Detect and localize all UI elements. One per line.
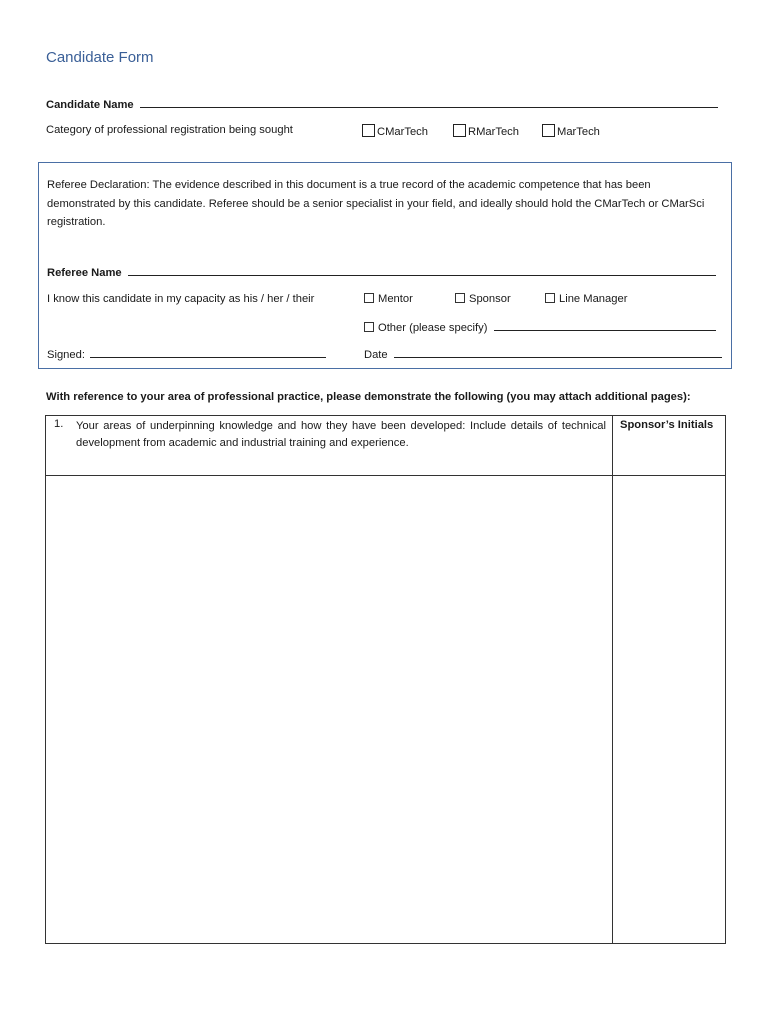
candidate-name-row	[46, 97, 718, 111]
sponsor-initials-cell[interactable]	[613, 476, 725, 943]
capacity-option-sponsor[interactable]: Sponsor	[455, 293, 511, 305]
category-option-martech[interactable]: MarTech	[542, 124, 600, 138]
referee-name-row	[47, 265, 716, 279]
referee-name-label: Referee Name	[47, 267, 122, 279]
checkbox[interactable]	[455, 293, 465, 303]
question-number: 1.	[54, 418, 64, 430]
answer-area[interactable]	[46, 476, 611, 943]
date-field[interactable]	[394, 347, 722, 358]
practice-table	[45, 415, 726, 944]
page-title: Candidate Form	[46, 49, 154, 66]
signed-row	[47, 347, 326, 361]
referee-declaration-text: Referee Declaration: The evidence described in this document is a true record of the academic competence that has been demonstrated by this candidate. Referee should be a senior specialist in your field, and ideally should hold the CMarTech or CMarSci registration.	[47, 179, 705, 228]
checkbox[interactable]	[542, 124, 555, 137]
signed-label: Signed:	[47, 349, 85, 361]
question-text: Your areas of underpinning knowledge and how they have been developed: Include details of technical development from academic and industrial training and experience.	[76, 420, 606, 449]
capacity-option-mentor[interactable]: Mentor	[364, 293, 413, 305]
category-option-rmartech[interactable]: RMarTech	[453, 124, 519, 138]
candidate-name-field[interactable]	[140, 97, 718, 108]
capacity-option-other[interactable]: Other (please specify)	[364, 320, 716, 334]
category-option-cmartech[interactable]: CMarTech	[362, 124, 428, 138]
signature-field[interactable]	[90, 347, 326, 358]
referee-name-field[interactable]	[128, 265, 716, 276]
checkbox[interactable]	[362, 124, 375, 137]
category-label: Category of professional registration being sought	[46, 124, 293, 136]
checkbox[interactable]	[453, 124, 466, 137]
candidate-name-label: Candidate Name	[46, 99, 134, 111]
practice-instruction: With reference to your area of professional practice, please demonstrate the following (you may attach additional pages):	[46, 391, 691, 403]
other-specify-field[interactable]	[494, 320, 716, 331]
date-row	[364, 347, 722, 361]
capacity-option-line-manager[interactable]: Line Manager	[545, 293, 627, 305]
date-label: Date	[364, 349, 388, 361]
checkbox[interactable]	[545, 293, 555, 303]
capacity-label: I know this candidate in my capacity as his / her / their	[47, 293, 315, 305]
sponsor-initials-header: Sponsor’s Initials	[620, 419, 714, 431]
checkbox[interactable]	[364, 322, 374, 332]
checkbox[interactable]	[364, 293, 374, 303]
